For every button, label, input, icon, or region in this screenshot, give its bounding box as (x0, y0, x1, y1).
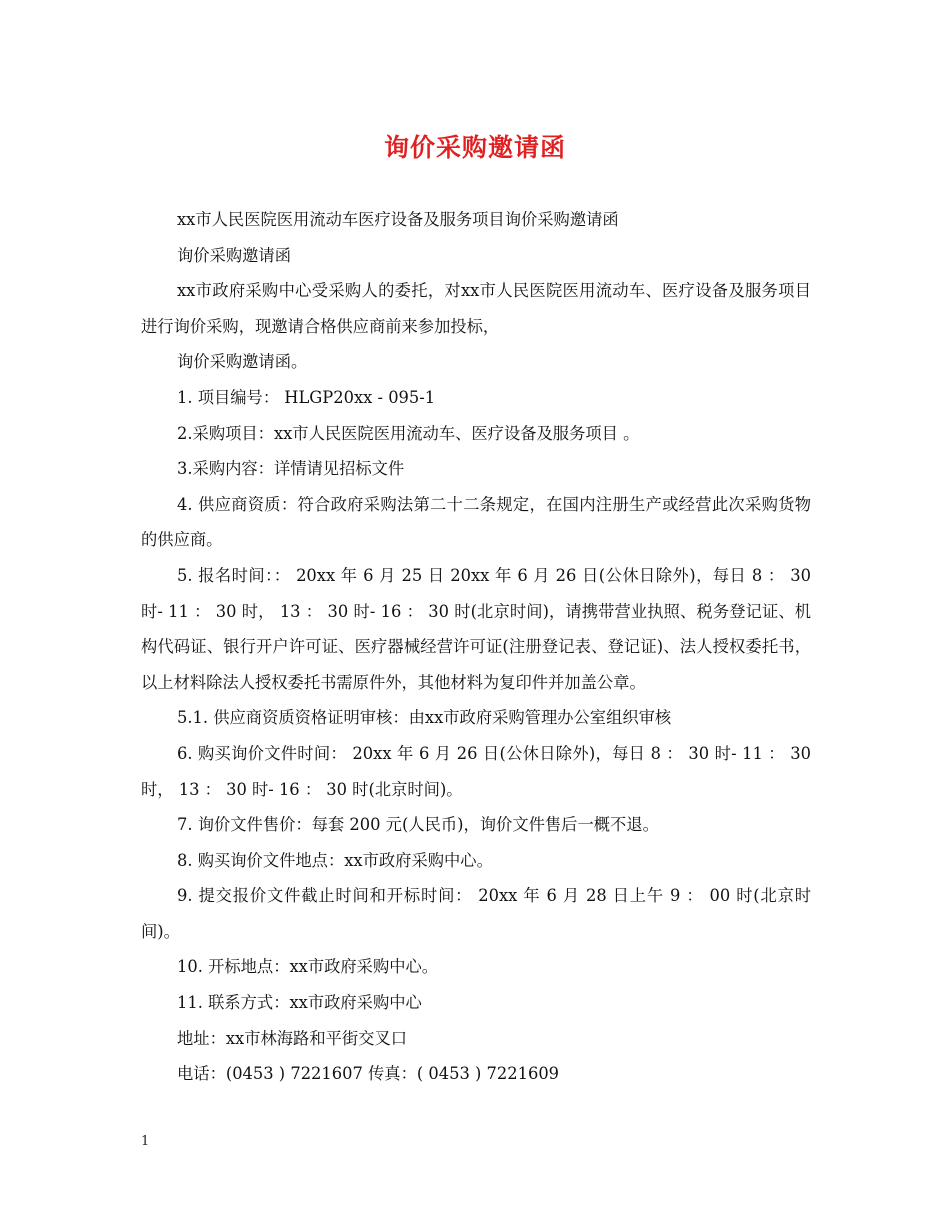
document-body (141, 202, 811, 1092)
item-procurement-content: 3.采购内容：详情请见招标文件 (177, 459, 405, 479)
item-qualification-review: 5.1. 供应商资质资格证明审核：由xx市政府采购管理办公室组织审核 (177, 708, 672, 728)
item-document-price: 7. 询价文件售价：每套 200 元(人民币)，询价文件售后一概不退。 (177, 815, 659, 835)
item-purchase-time: 6. 购买询价文件时间： 20xx 年 6 月 26 日(公休日除外)，每日 8 ： 30 时- 11 ： 30 时， 13 ： 30 时- 16 ： 30 时(北京时间)。 (141, 743, 811, 799)
item-project-number: 1. 项目编号： HLGP20xx - 095-1 (177, 387, 436, 407)
paragraph-subtitle: 询价采购邀请函 (177, 245, 291, 265)
document-title: 询价采购邀请函 (383, 133, 566, 162)
page-number: 1 (141, 1134, 150, 1149)
item-submission-deadline: 9. 提交报价文件截止时间和开标时间： 20xx 年 6 月 28 日上午 9 ： 00 时(北京时间)。 (141, 886, 811, 941)
paragraph-intro: xx市政府采购中心受采购人的委托，对xx市人民医院医用流动车、医疗设备及服务项目进行询价采购，现邀请合格供应商前来参加投标， (141, 281, 811, 336)
paragraph-heading-line: xx市人民医院医用流动车医疗设备及服务项目询价采购邀请函 (177, 210, 619, 229)
item-registration-time: 5. 报名时间：： 20xx 年 6 月 25 日 20xx 年 6 月 26 日(公休日除外)，每日 8 ： 30 时- 11 ： 30 时， 13 ： 30 时- 16 ： 30 时(北京时间)，请携带营业执照、税务登记证、机构代码证、银行开户许可证、医疗器械经营许可证(注册登记表、登记证)、法人授权委托书，以上材料除法人授权委托书需原件外，其他材料为复印件并加盖公章。 (141, 565, 811, 692)
item-procurement-project: 2.采购项目：xx市人民医院医用流动车、医疗设备及服务项目 。 (177, 423, 640, 443)
contact-address: 地址：xx市林海路和平街交叉口 (177, 1028, 408, 1048)
item-purchase-location: 8. 购买询价文件地点：xx市政府采购中心。 (177, 850, 493, 870)
paragraph-subtitle-repeat: 询价采购邀请函。 (177, 352, 308, 372)
item-supplier-qualification: 4. 供应商资质：符合政府采购法第二十二条规定，在国内注册生产或经营此次采购货物的供应商。 (141, 494, 811, 550)
contact-phone-fax: 电话：(0453 ) 7221607 传真：( 0453 ) 7221609 (177, 1064, 560, 1084)
item-opening-location: 10. 开标地点：xx市政府采购中心。 (177, 957, 439, 977)
item-contact: 11. 联系方式：xx市政府采购中心 (177, 993, 422, 1013)
